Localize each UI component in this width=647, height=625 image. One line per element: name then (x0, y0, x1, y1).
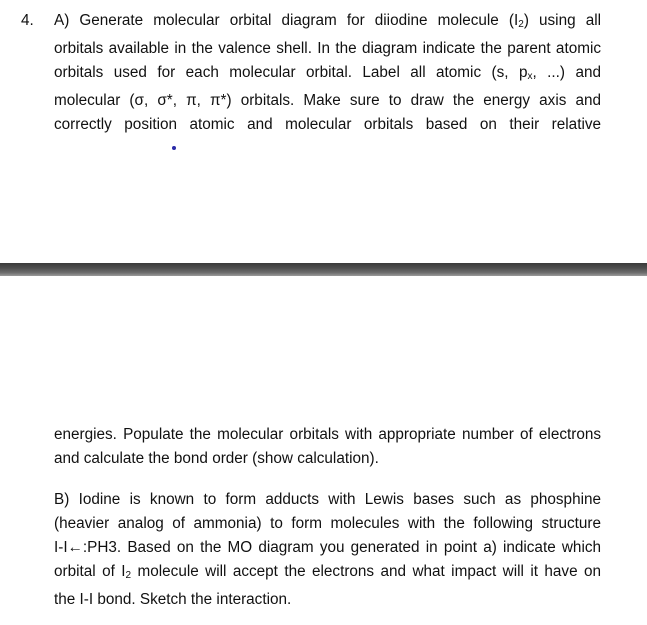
part-b-line-2: (heavier analog of ammonia) to form molecules with the following structure (54, 515, 601, 532)
part-a-continued-line-1: energies. Populate the molecular orbitals with appropriate number of electrons (54, 426, 601, 443)
part-b-line-3: I-I←:PH3. Based on the MO diagram you generated in point a) indicate which (54, 539, 601, 556)
part-b-line-1: B) Iodine is known to form adducts with Lewis bases such as phosphine (54, 491, 601, 508)
part-b-line-5: the I-I bond. Sketch the interaction. (54, 591, 292, 608)
question-number: 4. (21, 12, 34, 29)
part-a-line-2: orbitals available in the valence shell. In the diagram indicate the parent atomic (54, 40, 601, 57)
part-a-continued-line-2: and calculate the bond order (show calculation). (54, 450, 379, 467)
part-a-continued-text (54, 423, 601, 471)
part-a-line-5: correctly position atomic and molecular orbitals based on their relative (54, 116, 601, 133)
part-b-text (54, 488, 601, 612)
part-a-line-3: orbitals used for each molecular orbital. Label all atomic (s, $p_x$, ...) and (54, 64, 601, 82)
page-divider (0, 263, 647, 276)
part-a-text (54, 9, 601, 137)
part-a-line-1: A) Generate molecular orbital diagram for diiodine molecule $(I_2)$ using all (54, 12, 601, 30)
part-a-line-4: molecular (σ, σ*, π, π*) orbitals. Make sure to draw the energy axis and (54, 92, 601, 109)
part-b-line-4: orbital of $I_2$ molecule will accept the electrons and what impact will it have on (54, 563, 602, 581)
cursor-dot (172, 146, 176, 150)
